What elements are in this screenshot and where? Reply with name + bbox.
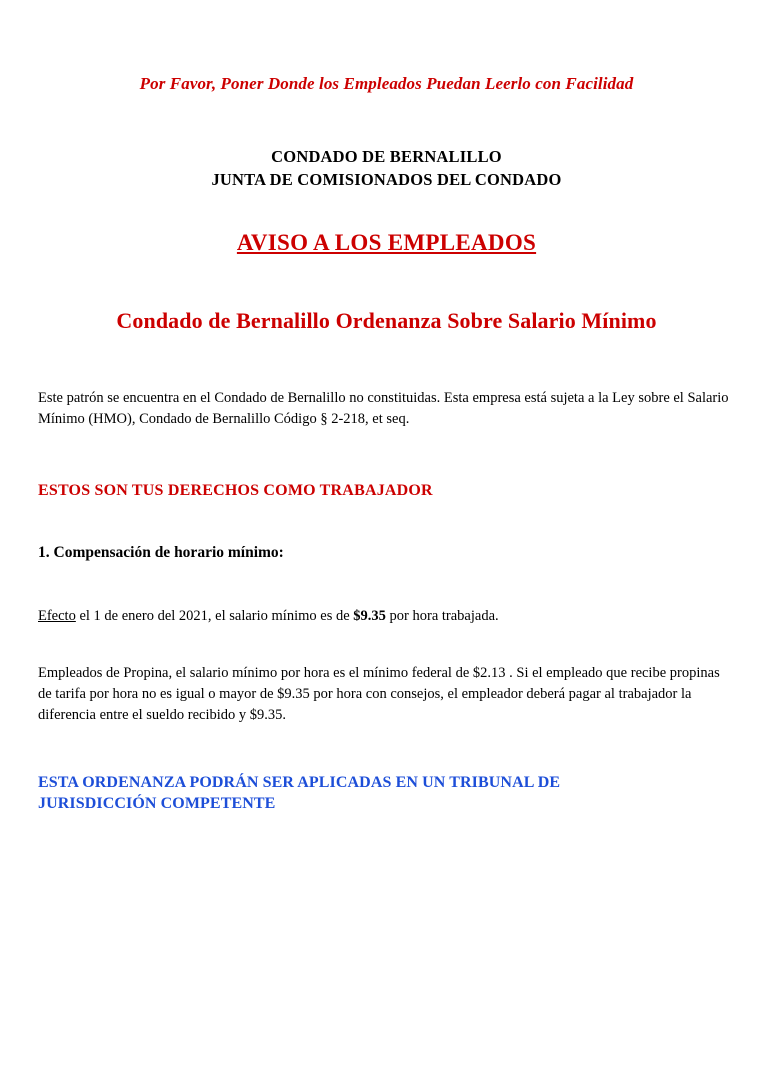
effective-date-paragraph bbox=[38, 606, 735, 627]
notice-title-text: AVISO A LOS EMPLEADOS bbox=[236, 229, 537, 255]
enforcement-heading bbox=[38, 772, 735, 815]
minimum-wage-amount: $9.35 bbox=[353, 607, 386, 624]
notice-title bbox=[38, 230, 735, 256]
county-header bbox=[38, 146, 735, 192]
county-name-line: CONDADO DE BERNALILLO bbox=[271, 147, 502, 166]
rights-heading: ESTOS SON TUS DERECHOS COMO TRABAJADOR bbox=[38, 481, 433, 499]
county-board-line: JUNTA DE COMISIONADOS DEL CONDADO bbox=[211, 169, 562, 189]
effect-text-before: el 1 de enero del 2021, el salario mínimo es de bbox=[75, 607, 354, 624]
posting-instruction-banner: Por Favor, Poner Donde los Empleados Puedan Leerlo con Facilidad bbox=[139, 74, 634, 93]
effect-label: Efecto bbox=[38, 607, 76, 624]
tipped-employees-paragraph: Empleados de Propina, el salario mínimo por hora es el mínimo federal de $2.13 . Si el empleado que recibe propinas de tarifa por hora no es igual o mayor de $9.35 por hora con consejos, el empleador deberá pagar al trabajador la diferencia entre el sueldo recibido y $9.35. bbox=[38, 664, 720, 723]
enforcement-heading-line-1: ESTA ORDENANZA PODRÁN SER APLICADAS EN UN TRIBUNAL DE bbox=[38, 773, 561, 791]
ordinance-title: Condado de Bernalillo Ordenanza Sobre Salario Mínimo bbox=[116, 307, 657, 333]
enforcement-heading-line-2: JURISDICCIÓN COMPETENTE bbox=[38, 795, 276, 813]
effect-text-after: por hora trabajada. bbox=[385, 607, 499, 624]
intro-paragraph: Este patrón se encuentra en el Condado de Bernalillo no constituidas. Esta empresa está sujeta a la Ley sobre el Salario Mínimo (HMO), Condado de Bernalillo Código § 2-218, et seq. bbox=[38, 389, 729, 427]
section-1-heading: 1. Compensación de horario mínimo: bbox=[38, 543, 284, 561]
document-page bbox=[0, 74, 773, 1074]
